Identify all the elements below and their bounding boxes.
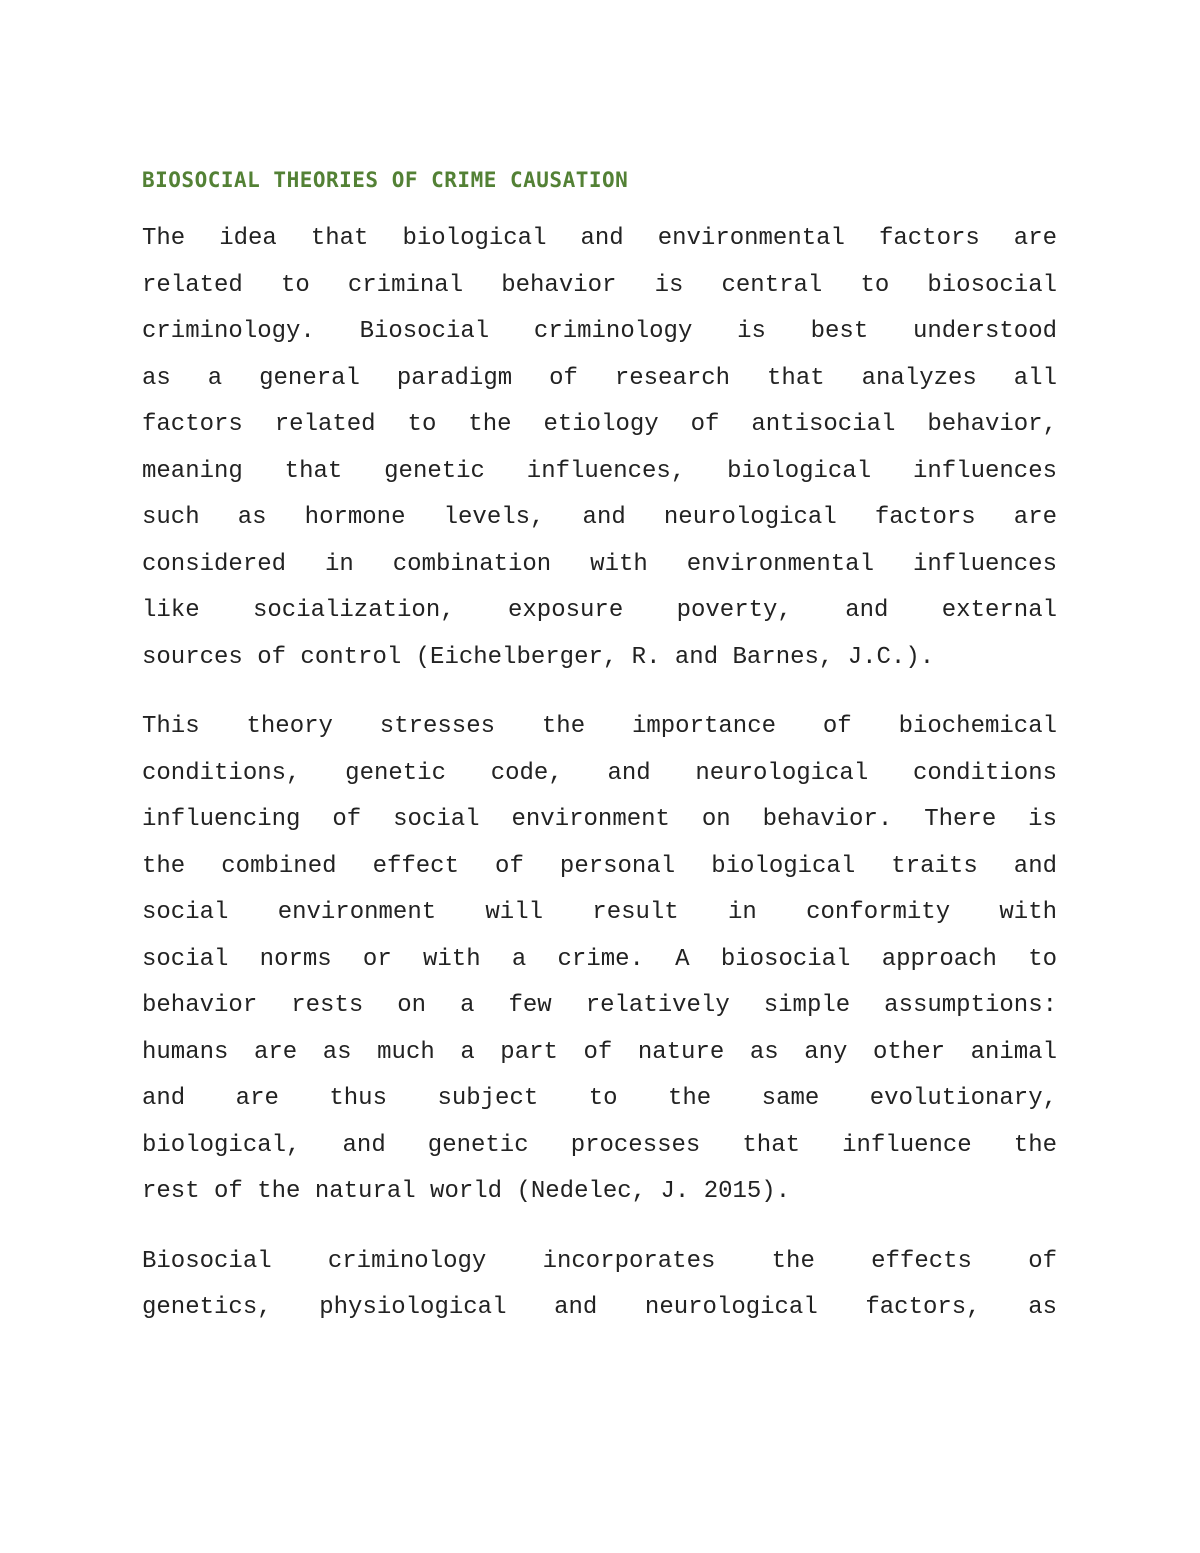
text-line: sources of control (Eichelberger, R. and Barnes, J.C.). (142, 643, 935, 671)
text-line: rest of the natural world (Nedelec, J. 2015). (142, 1178, 791, 1205)
text-line: influencing of social environment on behavior. There is (142, 806, 1057, 833)
text-line: such as hormone levels, and neurological factors are (142, 504, 1057, 531)
paragraph-3 (142, 1239, 1057, 1332)
text-line: The idea that biological and environmental factors are (142, 225, 1057, 252)
text-line: meaning that genetic influences, biological influences (142, 457, 1057, 485)
document-heading: BIOSOCIAL THEORIES OF CRIME CAUSATION (142, 168, 629, 192)
paragraph-1 (142, 216, 1057, 681)
text-line: behavior rests on a few relatively simple assumptions: (142, 992, 1057, 1019)
text-line: biological, and genetic processes that influence the (142, 1131, 1057, 1159)
text-line: conditions, genetic code, and neurological conditions (142, 759, 1057, 787)
text-line: humans are as much a part of nature as any other animal (142, 1038, 1057, 1066)
text-line: This theory stresses the importance of biochemical (142, 713, 1057, 740)
text-line: as a general paradigm of research that analyzes all (142, 364, 1057, 392)
text-line: criminology. Biosocial criminology is best understood (142, 318, 1057, 345)
text-line: related to criminal behavior is central to biosocial (142, 271, 1057, 299)
paragraph-2 (142, 704, 1057, 1216)
text-line: factors related to the etiology of antisocial behavior, (142, 411, 1057, 438)
text-line: genetics, physiological and neurological factors, as (142, 1294, 1057, 1321)
document-body (142, 163, 1057, 1355)
text-line: social environment will result in conformity with (142, 899, 1057, 926)
text-line: the combined effect of personal biological traits and (142, 852, 1057, 880)
text-line: and are thus subject to the same evolutionary, (142, 1085, 1057, 1112)
text-line: social norms or with a crime. A biosocial approach to (142, 945, 1057, 973)
text-line: like socialization, exposure poverty, and external (142, 597, 1057, 624)
text-line: Biosocial criminology incorporates the effects of (142, 1247, 1057, 1275)
text-line: considered in combination with environmental influences (142, 550, 1057, 578)
